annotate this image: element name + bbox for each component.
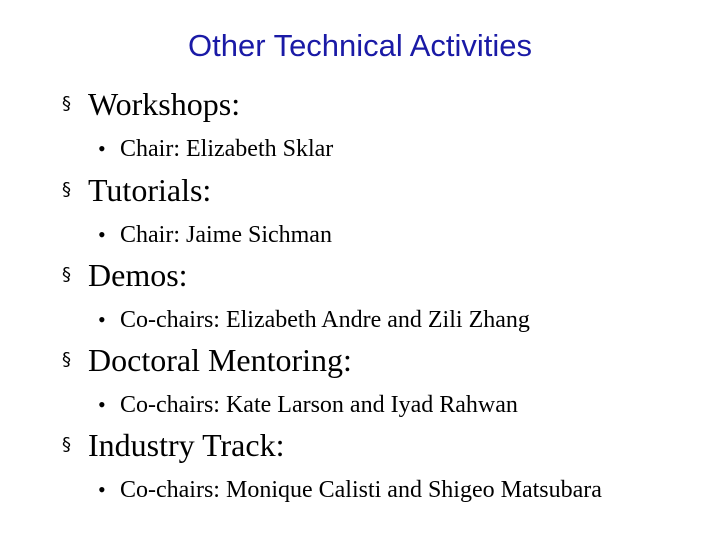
section-bullet-icon: § <box>62 179 71 200</box>
dot-bullet-icon: • <box>98 222 106 247</box>
secondary-bullet-row <box>98 219 332 251</box>
primary-bullet-row <box>62 255 188 295</box>
section-bullet-icon: § <box>62 264 71 285</box>
item-heading: Doctoral Mentoring: <box>88 342 352 378</box>
item-heading: Demos: <box>88 257 188 293</box>
item-heading: Workshops: <box>88 86 241 122</box>
secondary-bullet-row <box>98 389 518 421</box>
slide-title: Other Technical Activities <box>187 28 533 63</box>
item-detail: Chair: Jaime Sichman <box>120 222 332 248</box>
primary-bullet-row <box>62 340 352 380</box>
section-bullet-icon: § <box>62 434 71 455</box>
section-bullet-icon: § <box>62 93 71 114</box>
secondary-bullet-row <box>98 474 602 506</box>
item-detail: Chair: Elizabeth Sklar <box>120 136 334 162</box>
dot-bullet-icon: • <box>98 392 106 417</box>
dot-bullet-icon: • <box>98 136 106 161</box>
primary-bullet-row <box>62 84 240 124</box>
item-detail: Co-chairs: Monique Calisti and Shigeo Matsubara <box>120 477 602 503</box>
secondary-bullet-row <box>98 133 333 165</box>
item-detail: Co-chairs: Kate Larson and Iyad Rahwan <box>120 392 518 418</box>
dot-bullet-icon: • <box>98 307 106 332</box>
item-detail: Co-chairs: Elizabeth Andre and Zili Zhang <box>120 307 530 333</box>
secondary-bullet-row <box>98 304 530 336</box>
item-heading: Tutorials: <box>88 172 212 208</box>
primary-bullet-row <box>62 170 211 210</box>
dot-bullet-icon: • <box>98 477 106 502</box>
primary-bullet-row <box>62 425 284 465</box>
item-heading: Industry Track: <box>88 427 285 463</box>
section-bullet-icon: § <box>62 349 71 370</box>
